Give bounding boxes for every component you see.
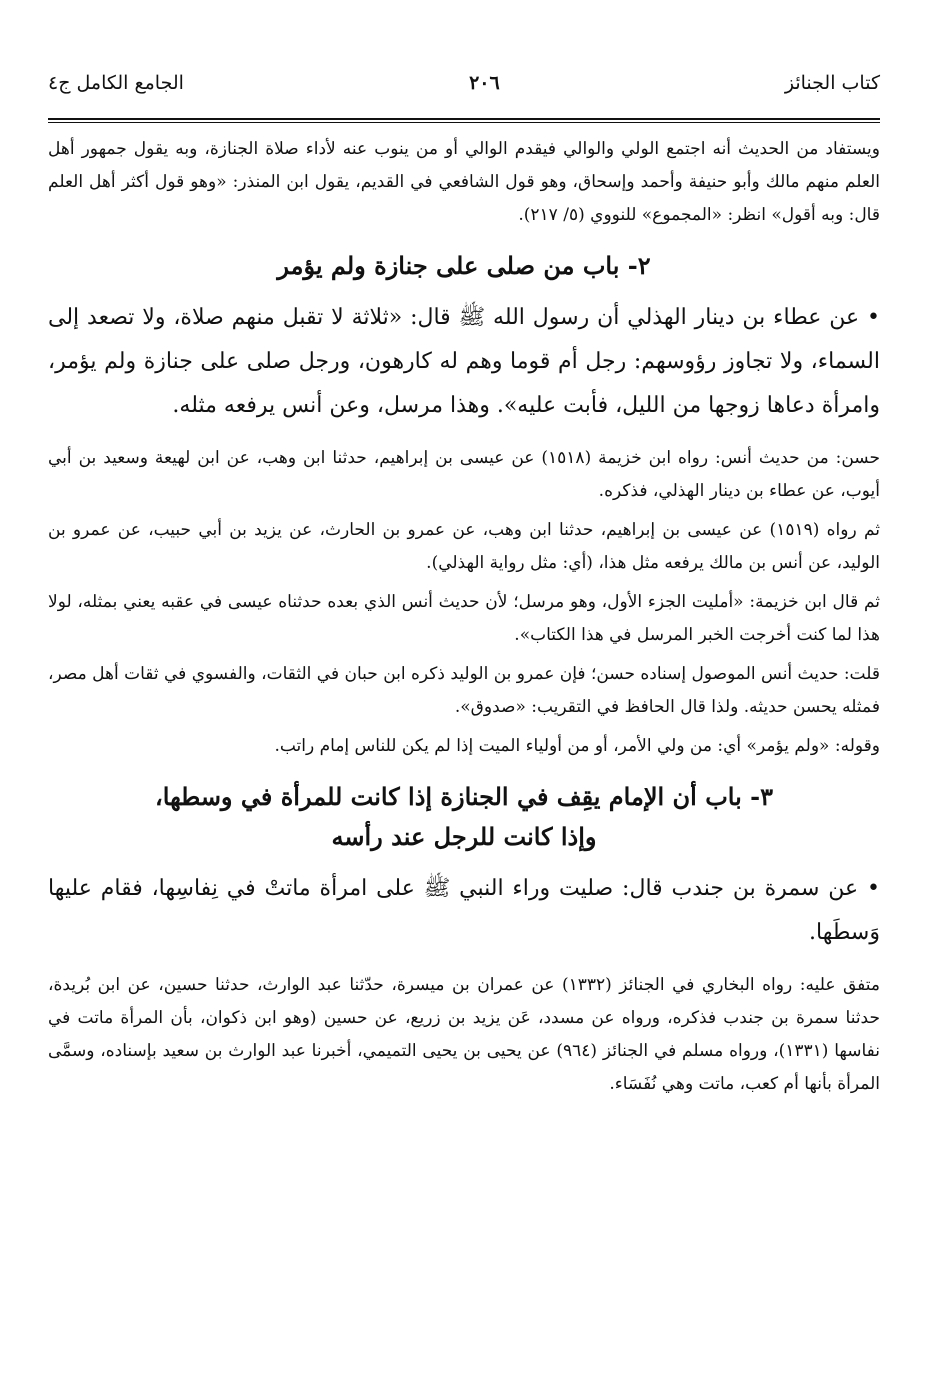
intro-note: ويستفاد من الحديث أنه اجتمع الولي والوالي فيقدم الوالي أو من ينوب عنه لأداء صلاة الجنازة، وبه يقول جمهور أهل العلم منهم مالك وأبو حنيفة وأحمد وإسحاق، وهو قول الشافعي في القديم، يقول ابن المنذر: «وهو قول أكثر أهل العلم قال: وبه أقول» انظر: «المجموع» للنووي (٥/ ٢١٧). [48,139,880,225]
section-3-title-line-2: وإذا كانت للرجل عند رأسه [331,822,597,851]
section-3-title [48,777,880,857]
section-2-note-1: حسن: من حديث أنس: رواه ابن خزيمة (١٥١٨) عن عيسى بن إبراهيم، حدثنا ابن وهب، عن ابن لهيعة وسعيد بن أبي أيوب، عن عطاء بن دينار الهذلي، فذكره. [48,448,880,501]
section-2-note-5: وقوله: «ولم يؤمر» أي: من ولي الأمر، أو من أولياء الميت إذا لم يكن للناس إمام راتب. [274,736,880,756]
section-3-note: متفق عليه: رواه البخاري في الجنائز (١٣٣٢) عن عمران بن ميسرة، حدّثنا عبد الوارث، حدثنا حسين، عن ابن بُريدة، حدثنا سمرة بن جندب فذكره، ورواه عن مسدد، عَن يزيد بن زريع، عن حسين (وهو ابن ذكوان، بأن المرأة ماتت في نفاسها (١٣٣١)، ورواه مسلم في الجنائز (٩٦٤) عن يحيى بن يحيى التميمي، أخبرنا عبد الوارث بن سعيد بإسناده، وسمَّى المرأة بأنها أم كعب، ماتت وهي نُفَسَاء. [48,975,881,1094]
section-2-note-2: ثم رواه (١٥١٩) عن عيسى بن إبراهيم، حدثنا ابن وهب، عن عمرو بن الحارث، عن يزيد بن أبي حبيب، عن عمرو بن الوليد، عن أنس بن مالك يرفعه مثل هذا، (أي: مثل رواية الهذلي). [48,520,880,573]
section-2-note-3: ثم قال ابن خزيمة: «أمليت الجزء الأول، وهو مرسل؛ لأن حديث أنس الذي بعده حدثناه عيسى في عقبه يعني بمثله، لولا هذا لما كنت أخرجت الخبر المرسل في هذا الكتاب». [48,592,880,645]
section-2-hadith: • عن عطاء بن دينار الهذلي أن رسول الله ﷺ قال: «ثلاثة لا تقبل منهم صلاة، ولا تصعد إلى السماء، ولا تجاوز رؤوسهم: رجل أم قوما وهم له كارهون، ورجل صلى على جنازة ولم يؤمر، وامرأة دعاها زوجها من الليل، فأبت عليه». وهذا مرسل، وعن أنس يرفعه مثله. [48,305,880,418]
spacer [48,955,880,969]
header-book-section: كتاب الجنائز [784,72,880,94]
header-rule-thin [48,122,880,123]
section-2-title: ٢- باب من صلى على جنازة ولم يؤمر [277,251,651,280]
header-book-title: الجامع الكامل ج٤ [48,72,184,94]
section-3-title-line-1: ٣- باب أن الإمام يقِف في الجنازة إذا كانت للمرأة في وسطها، [155,782,773,811]
section-2-note-4: قلت: حديث أنس الموصول إسناده حسن؛ فإن عمرو بن الوليد ذكره ابن حبان في الثقات، والفسوي في ثقات أهل مصر، فمثله يحسن حديثه. ولذا قال الحافظ في التقريب: «صدوق». [48,664,880,717]
section-3-hadith: • عن سمرة بن جندب قال: صليت وراء النبي ﷺ على امرأة ماتتْ في نِفاسِها، فقام عليها وَسطَها. [48,876,880,945]
spacer [48,428,880,442]
running-header [48,72,880,112]
page-number: ٢٠٦ [469,72,500,94]
header-rule-thick [48,118,880,120]
book-page [48,72,880,1101]
